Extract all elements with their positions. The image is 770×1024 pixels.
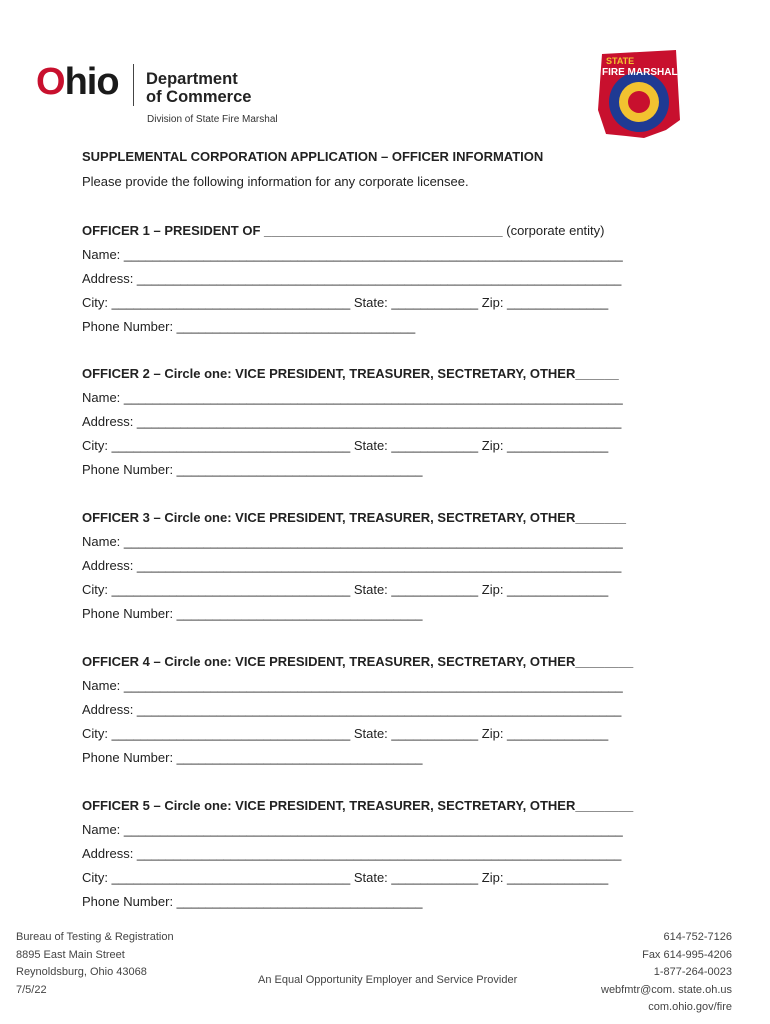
division-name: Division of State Fire Marshal xyxy=(147,114,278,125)
officer-1-address-field[interactable]: Address: ___________________________________________________________________ xyxy=(82,271,622,286)
officer-2-name-field[interactable]: Name: _____________________________________________________________________ xyxy=(82,390,623,405)
officer-3-city-state-zip-field[interactable]: City: _________________________________ State: ____________ Zip: ______________ xyxy=(82,582,609,597)
footer-contact-block xyxy=(601,929,732,1017)
officer-2-phone-field[interactable]: Phone Number: __________________________________ xyxy=(82,462,423,477)
officer-3-address-field[interactable]: Address: ___________________________________________________________________ xyxy=(82,558,622,573)
officer-3-heading-text: OFFICER 3 – Circle one: VICE PRESIDENT, TREASURER, SECTRETARY, OTHER_______ xyxy=(82,510,626,525)
footer-bureau: Bureau of Testing & Registration xyxy=(16,931,174,943)
officer-3-name-field[interactable]: Name: _____________________________________________________________________ xyxy=(82,534,623,549)
ohio-logo-o-mark: O xyxy=(36,61,65,103)
seal-core xyxy=(628,91,650,113)
seal-text-top: STATE xyxy=(606,56,635,66)
officer-4-heading-text: OFFICER 4 – Circle one: VICE PRESIDENT, TREASURER, SECTRETARY, OTHER________ xyxy=(82,654,634,669)
officer-1-heading-suffix: (corporate entity) xyxy=(502,223,605,238)
footer-website: com.ohio.gov/fire xyxy=(648,1001,732,1013)
state-fire-marshal-seal xyxy=(596,50,682,140)
footer-city: Reynoldsburg, Ohio 43068 xyxy=(16,966,147,978)
officer-5-heading-text: OFFICER 5 – Circle one: VICE PRESIDENT, TREASURER, SECTRETARY, OTHER________ xyxy=(82,798,634,813)
footer-email: webfmtr@com. state.oh.us xyxy=(601,983,732,996)
officer-2-address-field[interactable]: Address: ___________________________________________________________________ xyxy=(82,414,622,429)
officer-2-heading xyxy=(82,366,619,382)
footer-date: 7/5/22 xyxy=(16,983,47,996)
officer-5-phone-field[interactable]: Phone Number: __________________________________ xyxy=(82,894,423,909)
footer-phone: 614-752-7126 xyxy=(663,931,732,943)
footer-fax: Fax 614-995-4206 xyxy=(642,948,732,961)
footer-address-block xyxy=(16,929,174,999)
logo-divider xyxy=(133,64,134,106)
footer-street: 8895 East Main Street xyxy=(16,948,125,961)
officer-4-heading xyxy=(82,654,633,670)
officer-4-city-state-zip-field[interactable]: City: _________________________________ State: ____________ Zip: ______________ xyxy=(82,726,609,741)
form-instructions: Please provide the following information for any corporate licensee. xyxy=(82,174,469,189)
officer-1-heading xyxy=(82,223,605,239)
ohio-logo-rest: hio xyxy=(64,61,119,103)
officer-5-address-field[interactable]: Address: ___________________________________________________________________ xyxy=(82,846,622,861)
officer-1-heading-text: OFFICER 1 – PRESIDENT OF _________________________________ xyxy=(82,223,503,238)
form-title: SUPPLEMENTAL CORPORATION APPLICATION – OFFICER INFORMATION xyxy=(82,149,544,164)
footer-eoe-statement: An Equal Opportunity Employer and Service Provider xyxy=(258,974,518,986)
officer-3-heading xyxy=(82,510,626,526)
department-name xyxy=(146,70,251,106)
officer-3-phone-field[interactable]: Phone Number: __________________________________ xyxy=(82,606,423,621)
officer-5-heading xyxy=(82,798,633,814)
officer-1-name-field[interactable]: Name: _____________________________________________________________________ xyxy=(82,247,623,262)
officer-2-city-state-zip-field[interactable]: City: _________________________________ State: ____________ Zip: ______________ xyxy=(82,438,609,453)
officer-5-city-state-zip-field[interactable]: City: _________________________________ State: ____________ Zip: ______________ xyxy=(82,870,609,885)
seal-text-main: FIRE MARSHAL xyxy=(602,67,678,78)
ohio-logo xyxy=(36,63,119,101)
department-line2: of Commerce xyxy=(146,88,252,106)
officer-4-name-field[interactable]: Name: _____________________________________________________________________ xyxy=(82,678,623,693)
officer-5-name-field[interactable]: Name: _____________________________________________________________________ xyxy=(82,822,623,837)
department-line1: Department xyxy=(146,70,238,88)
officer-2-heading-text: OFFICER 2 – Circle one: VICE PRESIDENT, TREASURER, SECTRETARY, OTHER______ xyxy=(82,366,619,381)
footer-tollfree: 1-877-264-0023 xyxy=(653,966,732,978)
officer-4-phone-field[interactable]: Phone Number: __________________________________ xyxy=(82,750,423,765)
officer-1-city-state-zip-field[interactable]: City: _________________________________ State: ____________ Zip: ______________ xyxy=(82,295,609,310)
officer-1-phone-field[interactable]: Phone Number: _________________________________ xyxy=(82,319,416,334)
officer-4-address-field[interactable]: Address: ___________________________________________________________________ xyxy=(82,702,622,717)
